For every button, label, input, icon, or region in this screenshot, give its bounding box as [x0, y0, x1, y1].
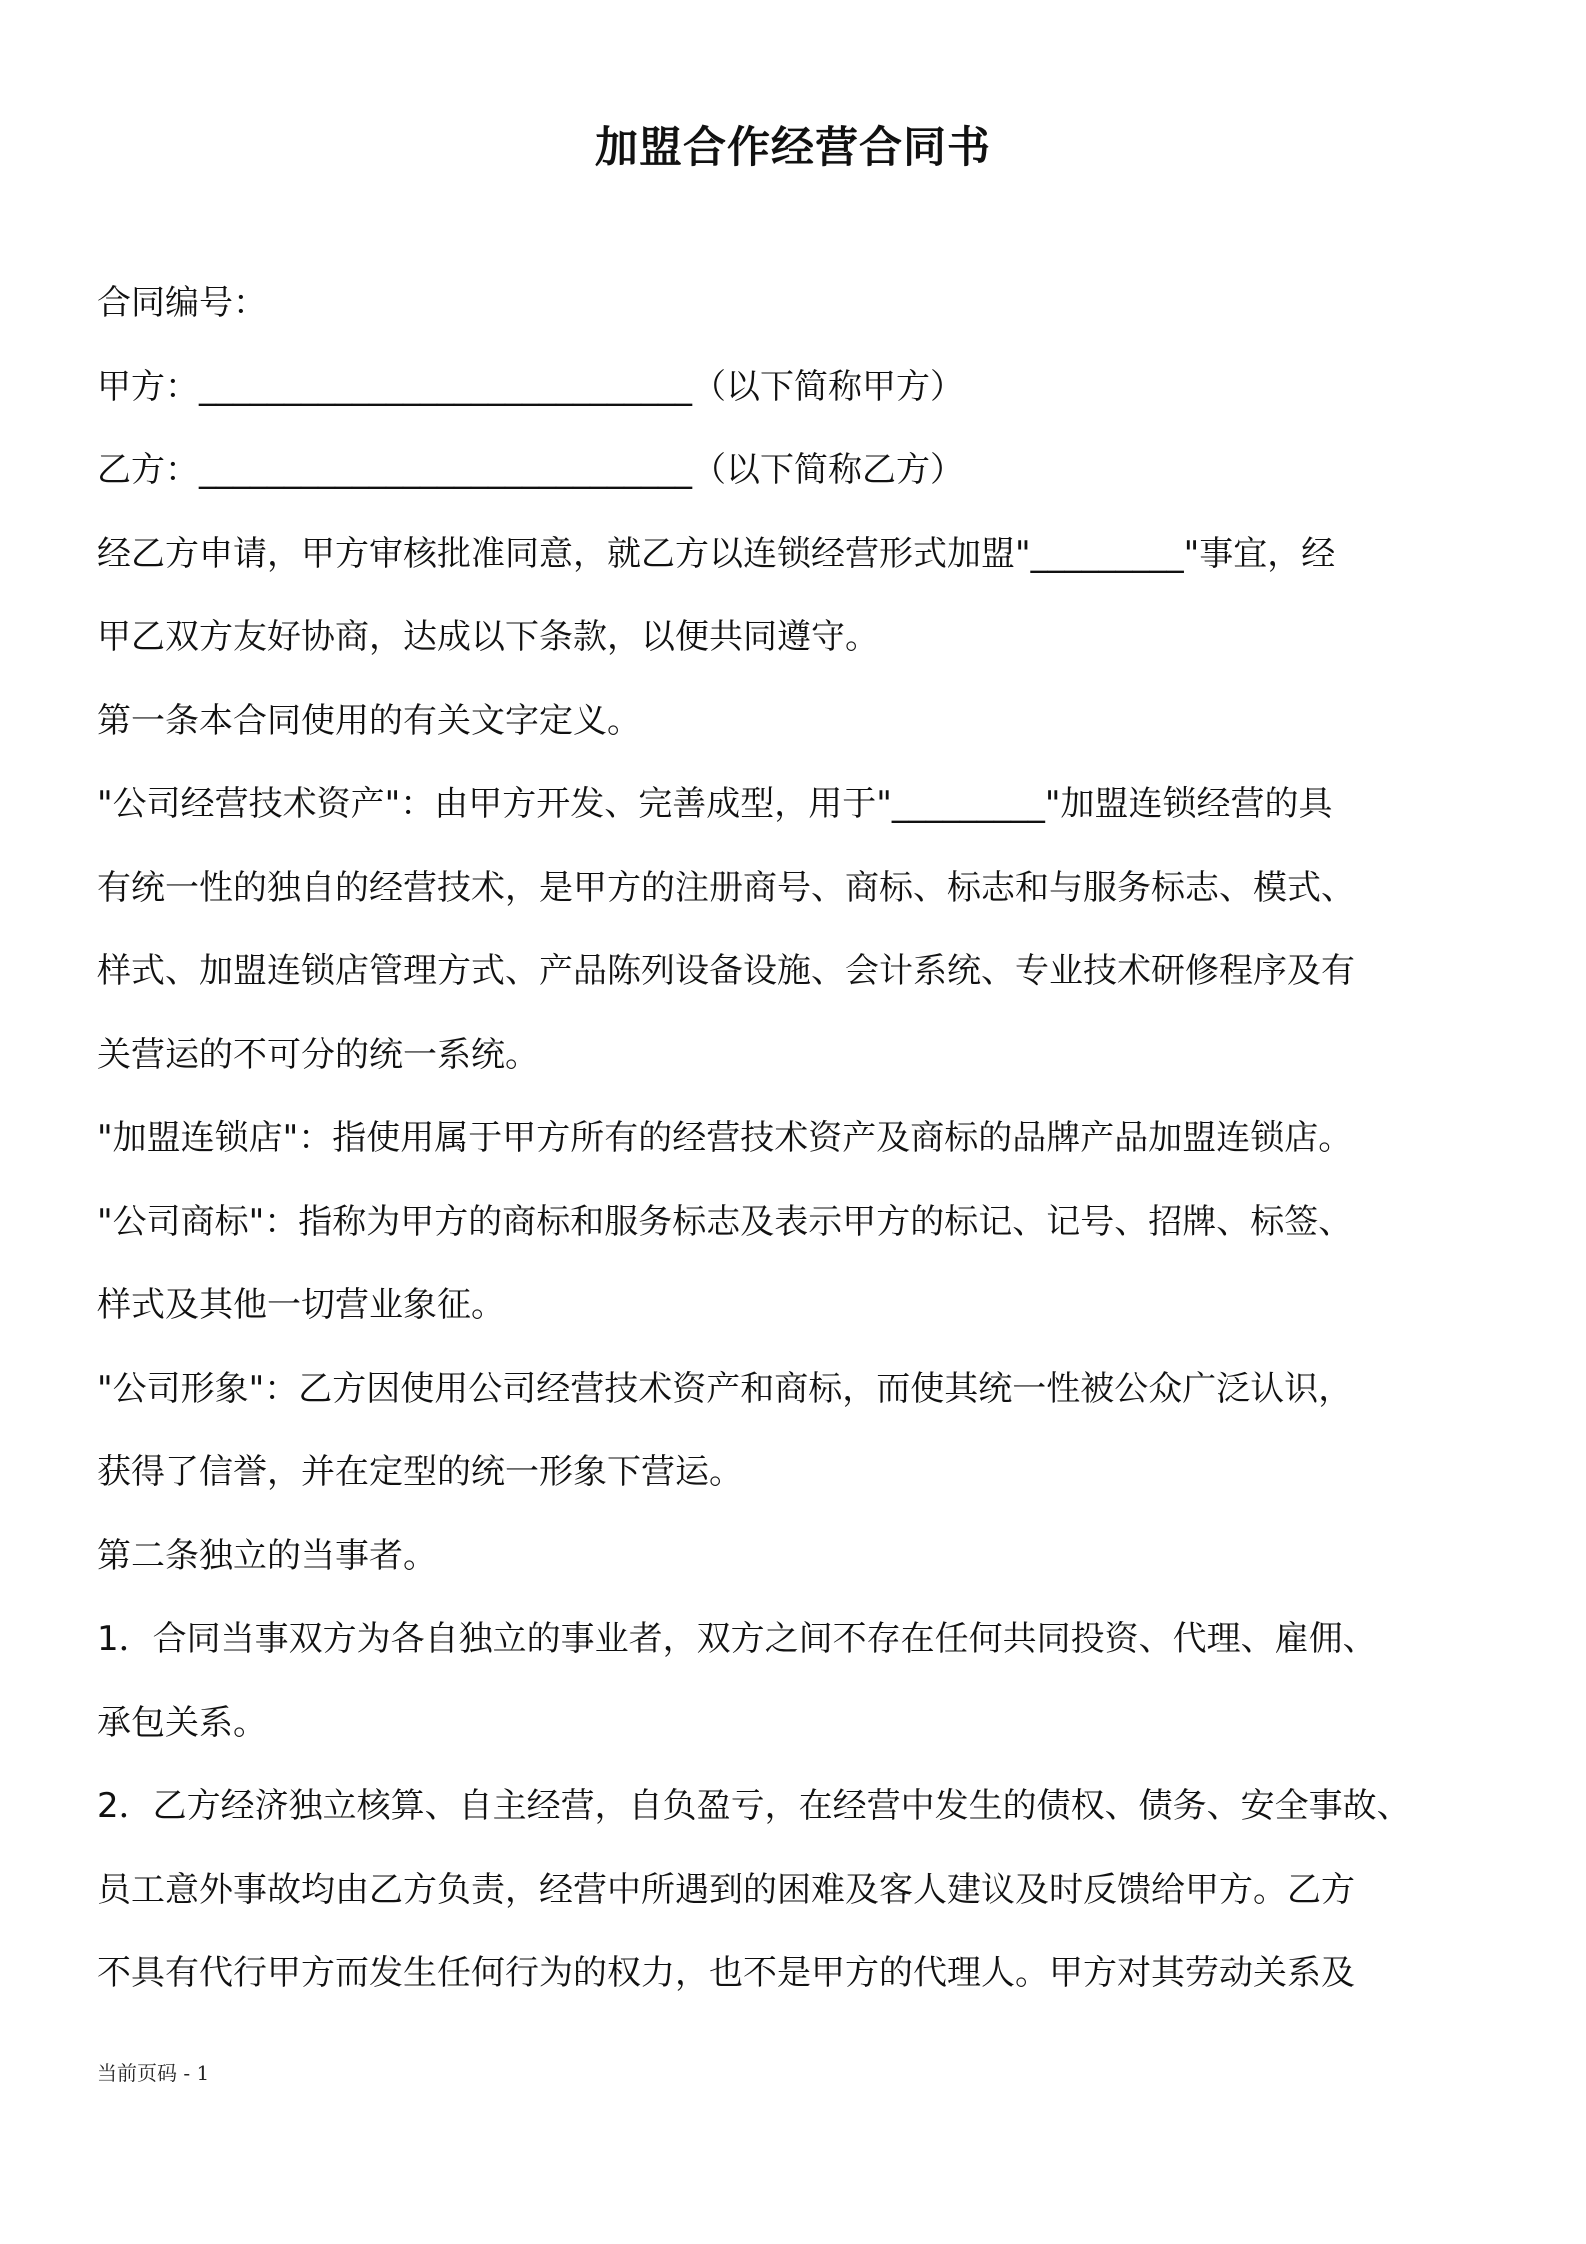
paragraph-line: 不具有代行甲方而发生任何行为的权力，也不是甲方的代理人。甲方对其劳动关系及 [97, 1953, 1355, 1993]
contract-number-line: 合同编号： [97, 283, 267, 323]
paragraph-line: 2．乙方经济独立核算、自主经营，自负盈亏，在经营中发生的债权、债务、安全事故、 [97, 1786, 1411, 1826]
party-b-line: 乙方：_____________________________（以下简称乙方） [97, 450, 964, 490]
party-a-line: 甲方：_____________________________（以下简称甲方） [97, 366, 964, 407]
document-title: 加盟合作经营合同书 [595, 123, 991, 173]
paragraph-line: "公司商标"：指称为甲方的商标和服务标志及表示甲方的标记、记号、招牌、标签、 [97, 1201, 1353, 1242]
paragraph-line: 员工意外事故均由乙方负责，经营中所遇到的困难及客人建议及时反馈给甲方。乙方 [97, 1869, 1355, 1910]
paragraph-line: 经乙方申请，甲方审核批准同意，就乙方以连锁经营形式加盟"_________"事宜，经 [97, 533, 1336, 574]
paragraph-line: "加盟连锁店"：指使用属于甲方所有的经营技术资产及商标的品牌产品加盟连锁店。 [97, 1118, 1353, 1158]
paragraph-line: "公司形象"：乙方因使用公司经营技术资产和商标，而使其统一性被公众广泛认识， [97, 1368, 1353, 1409]
paragraph-line: 关营运的不可分的统一系统。 [97, 1034, 539, 1075]
page-number-footer: 当前页码 - 1 [97, 2061, 210, 2085]
paragraph-line: 获得了信誉，并在定型的统一形象下营运。 [97, 1452, 743, 1492]
paragraph-line: 样式及其他一切营业象征。 [97, 1285, 505, 1325]
article-heading: 第二条独立的当事者。 [97, 1535, 437, 1576]
paragraph-line: "公司经营技术资产"：由甲方开发、完善成型，用于"_________"加盟连锁经营的具 [97, 784, 1333, 824]
paragraph-line: 甲乙双方友好协商，达成以下条款，以便共同遵守。 [97, 617, 879, 657]
paragraph-line: 有统一性的独自的经营技术，是甲方的注册商号、商标、标志和与服务标志、模式、 [97, 867, 1355, 908]
paragraph-line: 承包关系。 [97, 1702, 267, 1743]
paragraph-line: 样式、加盟连锁店管理方式、产品陈列设备设施、会计系统、专业技术研修程序及有 [97, 951, 1355, 991]
paragraph-line: 1．合同当事双方为各自独立的事业者，双方之间不存在任何共同投资、代理、雇佣、 [97, 1619, 1377, 1659]
article-heading: 第一条本合同使用的有关文字定义。 [97, 700, 641, 741]
document-body [97, 262, 1497, 2016]
